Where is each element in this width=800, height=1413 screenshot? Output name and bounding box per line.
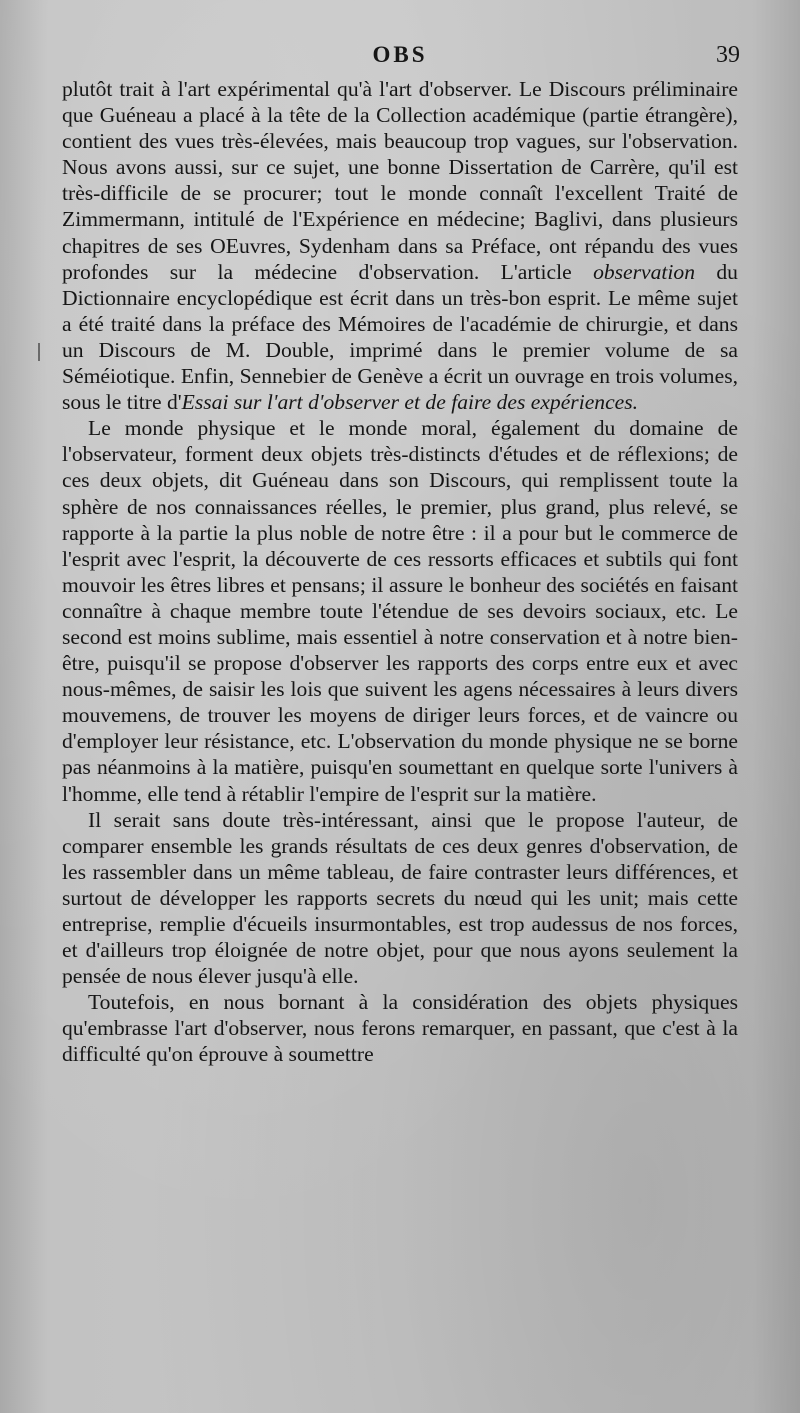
margin-mark [38, 343, 40, 361]
body-text [62, 76, 738, 1068]
page-header [60, 42, 740, 76]
paragraph-1-book-title: Essai sur l'art d'observer et de faire des expériences. [181, 390, 639, 415]
running-head: OBS [372, 42, 428, 67]
paragraph-1 [62, 76, 738, 415]
page-number: 39 [716, 42, 740, 68]
paragraph-4: Toutefois, en nous bornant à la considération des objets physiques qu'embrasse l'art d'observer, nous ferons remarquer, en passant, que c'est à la difficulté qu'on éprouve à soumettre [62, 990, 738, 1067]
paragraph-2: Le monde physique et le monde moral, également du domaine de l'observateur, forment deux objets très-distincts d'études et de réflexions; de ces deux objets, dit Guéneau dans son Discours, qui remplissent toute la sphère de nos connaissances réelles, le premier, plus grand, plus relevé, se rapporte à la partie la plus noble de notre être : il a pour but le commerce de l'esprit avec l'esprit, la découverte de ces ressorts efficaces et subtils qui font mouvoir les êtres libres et pensans; il assure le bonheur des sociétés en faisant connaître à chaque membre toute l'étendue de ses devoirs sociaux, etc. Le second est moins sublime, mais essentiel à notre conservation et à notre bien-être, puisqu'il se propose d'observer les rapports des corps entre eux et avec nous-mêmes, de saisir les lois que suivent les agens nécessaires à leurs divers mouvemens, de trouver les moyens de diriger leurs forces, et de vaincre ou d'employer leur résistance, etc. L'observation du monde physique ne se borne pas néanmoins à la matière, puisqu'en soumettant en quelque sorte l'univers à l'homme, elle tend à rétablir l'empire de l'esprit sur la matière. [62, 416, 738, 806]
paragraph-1-text-middle: du Dictionnaire encyclopédique est écrit dans un très-bon esprit. Le même sujet a été traité dans la préface des Mémoires de l'académie de chirurgie, et dans un Discours de M. Double, imprimé dans le premier volume de sa Séméiotique. Enfin, Sennebier de Genève a écrit un ouvrage en trois volumes, sous le titre d' [62, 259, 738, 415]
paragraph-3: Il serait sans doute très-intéressant, ainsi que le propose l'auteur, de comparer ensemble les grands résultats de ces deux genres d'observation, de les rassembler dans un même tableau, de faire contraster leurs différences, et surtout de développer les rapports secrets du nœud qui les unit; mais cette entreprise, remplie d'écueils insurmontables, est trop audessus de nos forces, et d'ailleurs trop éloignée de notre objet, pour que nous ayons seulement la pensée de nous élever jusqu'à elle. [62, 807, 738, 989]
paragraph-1-emphasis: observation [593, 259, 696, 284]
paragraph-1-text: plutôt trait à l'art expérimental qu'à l'art d'observer. Le Discours préliminaire que Guéneau a placé à la tête de la Collection académique (partie étrangère), contient des vues très-élevées, mais beaucoup trop vagues, sur l'observation. Nous avons aussi, sur ce sujet, une bonne Dissertation de Carrère, qu'il est très-difficile de se procurer; tout le monde connaît l'excellent Traité de Zimmermann, intitulé de l'Expérience en médecine; Baglivi, dans plusieurs chapitres de ses OEuvres, Sydenham dans sa Préface, ont répandu des vues profondes sur la médecine d'observation. L'article [62, 77, 738, 284]
